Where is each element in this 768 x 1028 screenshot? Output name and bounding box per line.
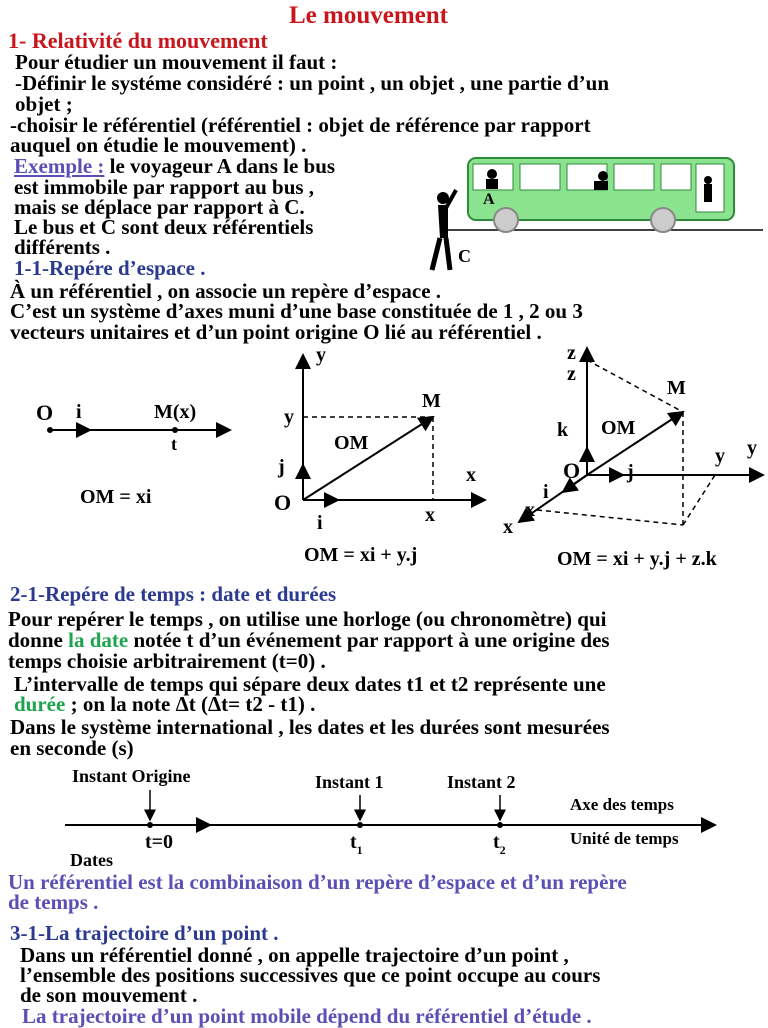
label-y-axis: y [747, 437, 757, 459]
bus-window [661, 164, 691, 190]
label-instant-origine: Instant Origine [72, 766, 191, 786]
bus-wheel [651, 208, 675, 232]
label-a: A [483, 191, 495, 208]
text-line: À un référentiel , on associe un repère d’espace . [10, 279, 442, 303]
label-instant-2: Instant 2 [447, 772, 516, 792]
label-x: x [425, 504, 435, 526]
example-line [14, 156, 335, 177]
label-y: y [715, 445, 725, 467]
text-line: temps choisie arbitrairement (t=0) . [8, 649, 326, 673]
highlight-date: la date [68, 628, 129, 652]
passenger-body [594, 181, 608, 190]
text-line: Pour repérer le temps , on utilise une horloge (ou chronomètre) qui [8, 607, 607, 631]
example-line: Le bus et C sont deux référentiels [14, 215, 314, 239]
label-om: OM [601, 417, 636, 439]
formula-1d: OM = xi [80, 486, 152, 508]
label-o: O [274, 490, 292, 515]
label-t2: $t_2$ [493, 831, 506, 857]
text-line: en seconde (s) [10, 736, 134, 760]
text-line: objet ; [15, 92, 73, 116]
text-line: L’intervalle de temps qui sépare deux dates t1 et t2 représente une [14, 672, 606, 696]
label-dates: Dates [70, 850, 113, 870]
label-unite-de-temps: Unité de temps [570, 829, 679, 848]
passenger-head [598, 171, 608, 181]
person-c-leg [432, 238, 440, 270]
example-line: différents . [14, 235, 111, 259]
time-axis-diagram [50, 760, 750, 872]
label-i: i [76, 401, 82, 423]
section-2-1-heading: 2-1-Repére de temps : date et durées [10, 582, 337, 606]
formula-3d: OM = xi + y.j + z.k [557, 548, 717, 570]
projection-x [537, 510, 683, 525]
text-line: vecteurs unitaires et d’un point origine O lié au référentiel . [10, 320, 542, 344]
text-fragment: ; on la note Δt (Δt= t2 - t1) . [65, 692, 316, 716]
text-line: auquel on étudie le mouvement) . [10, 133, 307, 157]
text-line: Dans le système international , les dates et les durées sont mesurées [10, 715, 610, 739]
label-m: M [667, 377, 686, 399]
text-line: de son mouvement . [20, 983, 198, 1007]
passenger-body [486, 179, 498, 189]
section-3-1-heading: 3-1-La trajectoire d’un point . [10, 921, 279, 945]
point-t2 [497, 822, 503, 828]
bus-illustration [418, 150, 768, 275]
text-line: Pour étudier un mouvement il faut : [15, 50, 338, 74]
label-i: i [317, 512, 323, 534]
text-line: C’est un système d’axes muni d’une base constituée de 1 , 2 ou 3 [10, 299, 583, 323]
point-t1 [357, 822, 363, 828]
label-axe-des-temps: Axe des temps [570, 795, 674, 814]
text-line [14, 694, 315, 715]
example-label: Exemple : [14, 154, 105, 178]
definition-line: Un référentiel est la combinaison d’un repère d’espace et d’un repère [8, 870, 627, 894]
label-z-axis: z [567, 342, 576, 364]
label-x-axis: x [466, 464, 476, 486]
label-o: O [563, 458, 581, 483]
label-o: O [36, 400, 54, 425]
diagram-1d [30, 390, 240, 510]
person-c-leg [446, 238, 450, 270]
label-k: k [557, 419, 569, 441]
point-m [172, 427, 178, 433]
bus-window [614, 164, 654, 190]
text-fragment: donne [8, 628, 69, 652]
label-c: C [458, 246, 471, 266]
example-line: mais se déplace par rapport à C. [14, 195, 305, 219]
text-line: Dans un référentiel donné , on appelle trajectoire d’un point , [20, 943, 569, 967]
diagram-2d [270, 345, 500, 570]
label-x-axis: x [503, 516, 513, 538]
page-title: Le mouvement [289, 2, 448, 29]
section-1-1-heading: 1-1-Repére d’espace . [14, 256, 206, 280]
text-line: l’ensemble des positions successives que ce point occupe au cours [20, 963, 601, 987]
point-t0 [147, 822, 153, 828]
text-line: -Définir le systéme considéré : un point , un objet , une partie d’un [15, 71, 610, 95]
passenger-head [704, 176, 712, 184]
vector-om [303, 417, 433, 500]
origin-point [47, 427, 53, 433]
diagram-3d [495, 340, 768, 575]
label-i: i [543, 481, 549, 503]
label-j: j [627, 461, 634, 483]
example-line: est immobile par rapport au bus , [14, 175, 315, 199]
formula-2d: OM = xi + y.j [304, 544, 418, 566]
label-y-axis: y [316, 345, 326, 366]
person-c-body [438, 205, 448, 238]
highlight-duree: durée [14, 692, 66, 716]
label-instant-1: Instant 1 [315, 772, 384, 792]
bus-window [520, 164, 560, 190]
passenger-body [704, 184, 712, 202]
text-fragment: notée t d’un événement par rapport à une origine des [128, 628, 610, 652]
passenger-head [487, 169, 497, 179]
label-x: x [525, 499, 535, 521]
label-om: OM [334, 432, 369, 454]
text-line: -choisir le référentiel (référentiel : objet de référence par rapport [10, 113, 591, 137]
example-text: le voyageur A dans le bus [104, 154, 336, 178]
label-z: z [567, 363, 576, 385]
label-m: M [422, 390, 441, 412]
label-j: j [278, 456, 285, 478]
label-t: t [171, 434, 177, 454]
label-y: y [284, 406, 294, 428]
projection-y [683, 475, 715, 525]
label-t0: t=0 [145, 831, 174, 853]
label-t1: $t_1$ [350, 831, 363, 857]
text-line [8, 630, 610, 651]
label-m: M(x) [154, 401, 197, 423]
definition-line: de temps . [8, 890, 99, 914]
section-1-heading: 1- Relativité du mouvement [8, 28, 268, 53]
conclusion-line: La trajectoire d’un point mobile dépend du référentiel d’étude . [22, 1004, 592, 1028]
bus-wheel [494, 208, 518, 232]
